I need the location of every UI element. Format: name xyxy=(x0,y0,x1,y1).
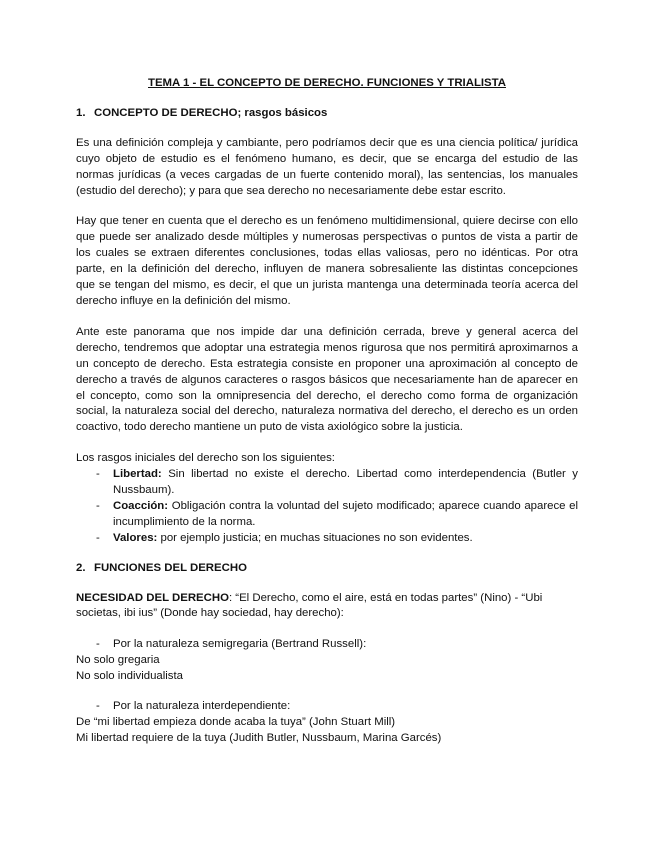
dash-bullet: - xyxy=(96,499,100,512)
section-2-number: 2. xyxy=(76,561,86,574)
trait-text: Obligación contra la voluntad del sujeto modificado; aparece cuando aparece el incumplimiento de la norma. xyxy=(113,499,578,528)
traits-intro: Los rasgos iniciales del derecho son los siguientes: xyxy=(76,452,335,465)
paragraph-necesidad xyxy=(76,591,578,623)
paragraph-multidimensional: Hay que tener en cuenta que el derecho es un fenómeno multidimensional, quiere decirse con ello que puede ser analizado desde múltiples y numerosas perspectivas o puntos de vista a partir de los cuales se extraen diferentes conclusiones, todas ellas valiosas, pero no idénticas. Por otra parte, en la definición del derecho, influyen de manera sobresaliente las distintas concepciones que se tengan del mismo, es decir, el que un jurista mantenga una determinada teoría acerca del derecho influye en la definición del mismo. xyxy=(76,215,578,307)
traits-list xyxy=(76,467,578,547)
group-item xyxy=(76,637,578,653)
spacer xyxy=(76,685,578,699)
group-line: De “mi libertad empieza donde acaba la tuya” (John Stuart Mill) xyxy=(76,716,396,728)
paragraph-definition: Es una definición compleja y cambiante, pero podríamos decir que es una ciencia política/ jurídica cuyo objeto de estudio es el fenómeno humano, es decir, que se encarga del estudio de las normas jurídicas (a veces cargadas de un fuerte contenido moral), las sentencias, los manuales (estudio del derecho); y para que sea derecho no necesariamente debe estar escrito. xyxy=(76,136,578,197)
trait-text: Sin libertad no existe el derecho. Libertad como interdependencia (Butler y Nussbaum). xyxy=(113,468,578,497)
trait-term: Valores: xyxy=(113,531,158,544)
section-1-number: 1. xyxy=(76,106,86,119)
paragraph-strategy: Ante este panorama que nos impide dar una definición cerrada, breve y general acerca del derecho, tendremos que adoptar una estrategia menos rigurosa que nos permitirá aproximarnos a un concepto de derecho. Esta estrategia consiste en proponer una aproximación al concepto de derecho a través de algunos caracteres o rasgos básicos que necesariamente han de aparecer en el concepto, como son la omnipresencia del derecho, el derecho como forma de organización social, la naturaleza social del derecho, naturaleza normativa del derecho, el derecho es un orden coactivo, todo derecho mantiene un puto de vista axiológico sobre la justicia. xyxy=(76,325,578,434)
trait-term: Libertad: xyxy=(113,468,162,481)
trait-term: Coacción: xyxy=(113,499,169,512)
section-2-heading-text: FUNCIONES DEL DERECHO xyxy=(94,561,247,574)
trait-item-coaccion xyxy=(76,499,578,531)
group-item-text: Por la naturaleza interdependiente: xyxy=(113,700,291,713)
necesidad-label: NECESIDAD DEL DERECHO xyxy=(76,591,229,604)
group-item-text: Por la naturaleza semigregaria (Bertrand Russell): xyxy=(113,638,367,651)
group-line: No solo gregaria xyxy=(76,654,160,667)
trait-text: por ejemplo justicia; en muchas situaciones no son evidentes. xyxy=(157,531,473,544)
group-item xyxy=(76,699,578,715)
section-2-heading xyxy=(76,561,578,577)
group-semigregaria xyxy=(76,637,578,685)
section-1-heading-text: CONCEPTO DE DERECHO; rasgos básicos xyxy=(94,106,328,119)
necesidad-text: : “El Derecho, como el aire, está en todas partes” (Nino) - “Ubi societas, ibi ius” (Donde hay sociedad, hay derecho): xyxy=(76,591,543,620)
group-line: Mi libertad requiere de la tuya (Judith Butler, Nussbaum, Marina Garcés) xyxy=(76,731,442,744)
section-1-heading xyxy=(76,106,578,122)
group-interdependiente xyxy=(76,699,578,747)
trait-item-libertad xyxy=(76,467,578,499)
dash-bullet: - xyxy=(96,531,100,544)
group-line: No solo individualista xyxy=(76,670,184,683)
document-page xyxy=(76,76,578,747)
trait-item-valores xyxy=(76,531,578,547)
dash-bullet: - xyxy=(96,700,100,713)
dash-bullet: - xyxy=(96,468,100,481)
document-title: TEMA 1 - EL CONCEPTO DE DERECHO. FUNCIONES Y TRIALISTA xyxy=(148,77,506,89)
dash-bullet: - xyxy=(96,638,100,651)
